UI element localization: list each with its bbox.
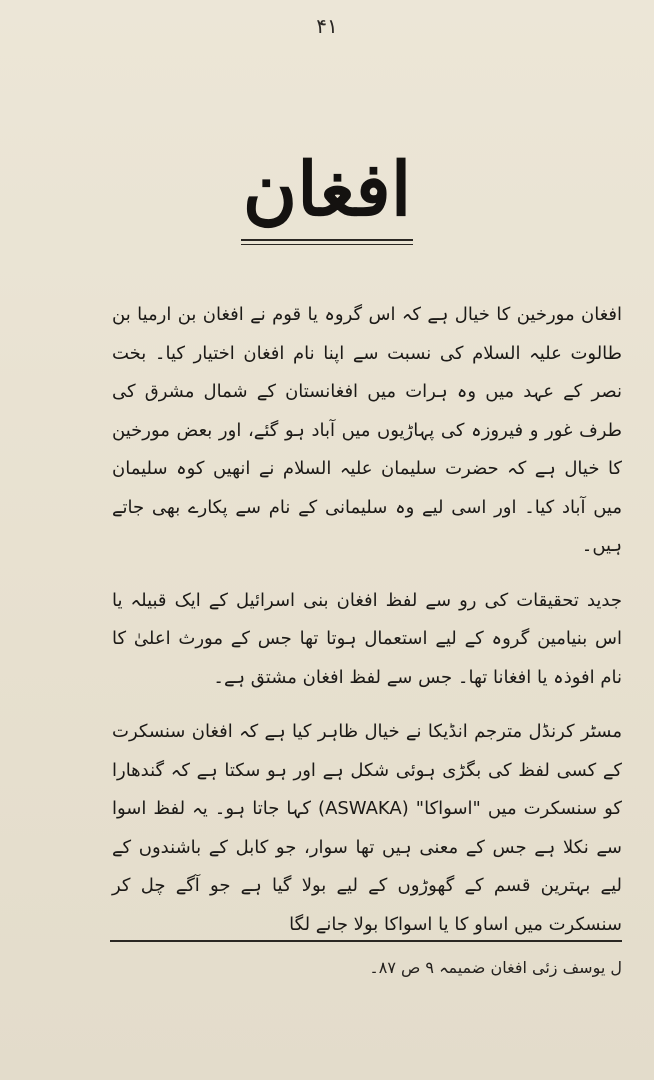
- paragraph-2: جدید تحقیقات کی رو سے لفظ افغان بنی اسرائیل کے ایک قبیلہ یا اس بنیامین گروہ کے لیے استعمال ہوتا تھا جس کے مورث اعلیٰ کا نام افوذہ یا افغانا تھا۔ جس سے لفظ افغان مشتق ہے۔: [112, 589, 622, 688]
- title-block: [0, 147, 654, 245]
- paragraph-1: افغان مورخین کا خیال ہے کہ اس گروہ یا قوم نے افغان بن ارمیا بن طالوت علیہ السلام کی نسبت سے اپنا نام افغان اختیار کیا۔ بخت نصر کے عہد میں وہ ہرات میں افغانستان کے شمال مشرق کی طرف غور و فیروزہ کی پہاڑیوں میں آباد ہو گئے، اور بعض مورخین کا خیال ہے کہ حضرت سلیمان علیہ السلام نے انھیں کوہ سلیمان میں آباد کیا۔ اور اسی لیے وہ سلیمانی کے نام سے پکارے بھی جاتے ہیں۔: [112, 304, 622, 556]
- body-text: [112, 296, 622, 960]
- footnote-divider: [110, 940, 622, 942]
- page-number: ۴۱: [316, 14, 338, 38]
- footnote: ل یوسف زئی افغان ضمیمہ ۹ ص ۸۷۔: [369, 958, 622, 977]
- paragraph-3: مسٹر کرنڈل مترجم انڈیکا نے خیال ظاہر کیا ہے کہ افغان سنسکرت کے کسی لفظ کی بگڑی ہوئی شکل ہے اور ہو سکتا ہے کہ گندھارا کو سنسکرت میں "اسواکا" (ASWAKA) کہا جاتا ہو۔ یہ لفظ اسوا سے نکلا ہے جس کے معنی ہیں تھا سوار، جو کابل کے باشندوں کے لیے بہترین قسم کے گھوڑوں کے لیے بولا گیا ہے جو آگے چل کر سنسکرت میں اساو کا یا اسواکا بولا جانے لگا: [112, 721, 622, 935]
- title-underline: [241, 239, 413, 245]
- chapter-title: افغان: [242, 147, 412, 233]
